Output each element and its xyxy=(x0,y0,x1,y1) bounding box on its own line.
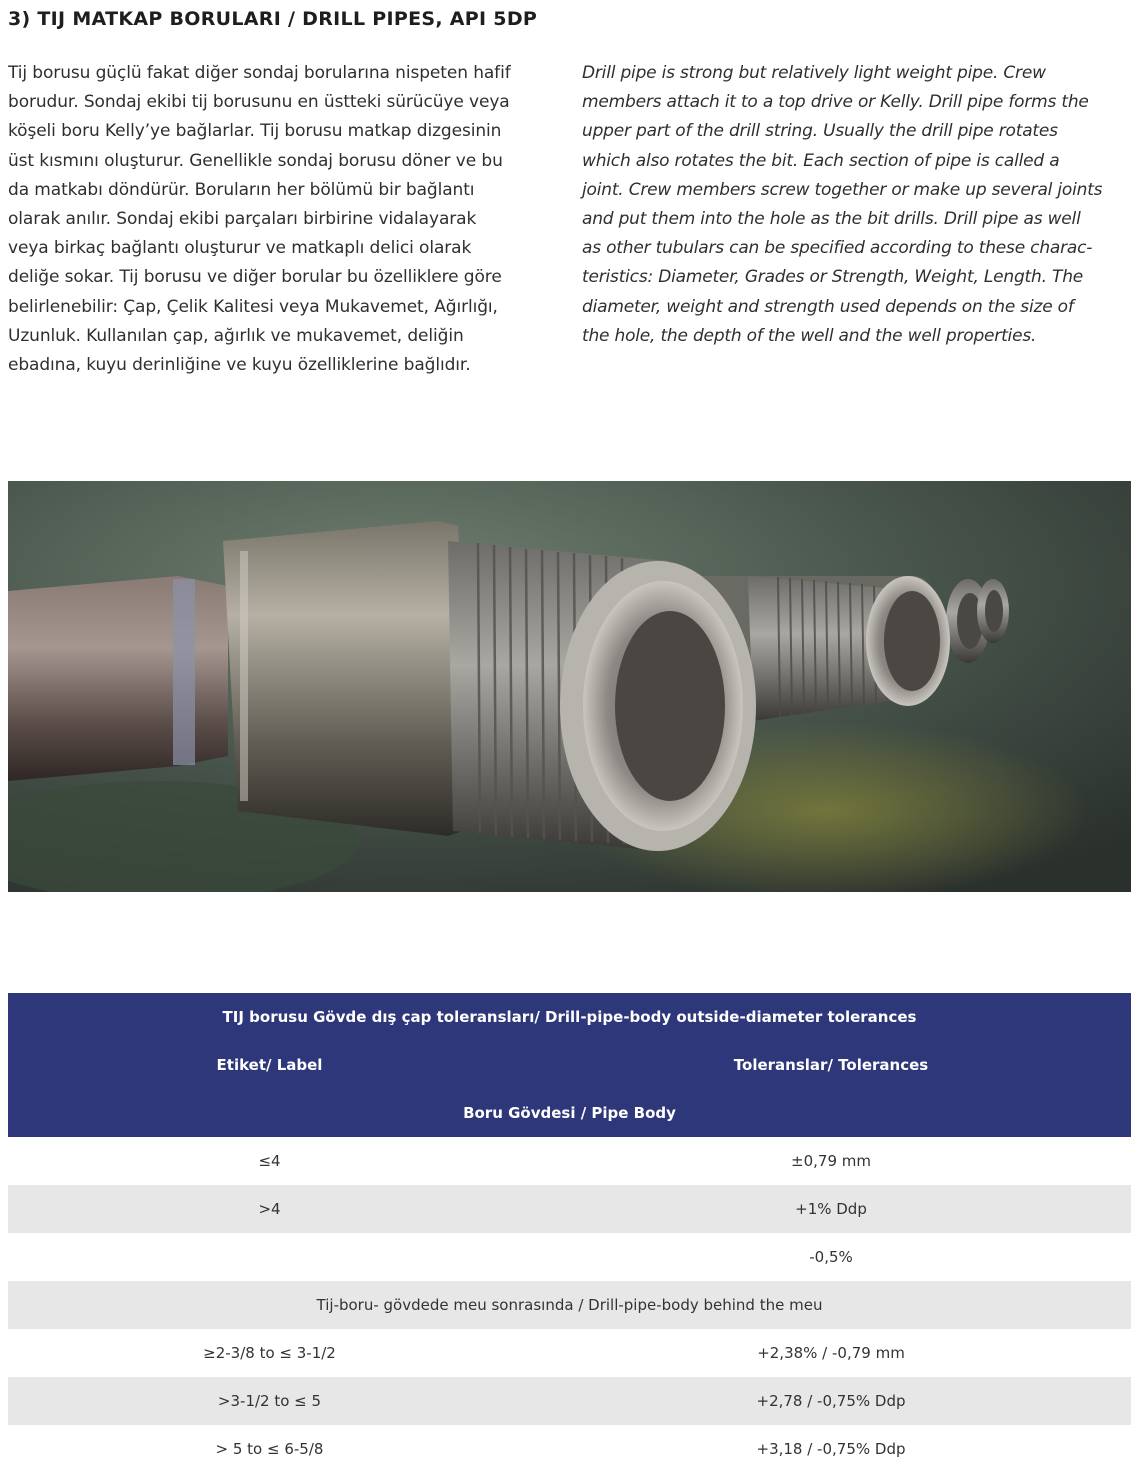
label-cell: >3-1/2 to ≤ 5 xyxy=(217,1392,322,1410)
tolerance-cell: +2,78 / -0,75% Ddp xyxy=(756,1392,906,1410)
drill-pipe-photo xyxy=(8,481,1131,892)
tolerance-cell: +1% Ddp xyxy=(795,1200,867,1218)
pipe-body-section-label: Boru Gövdesi / Pipe Body xyxy=(463,1104,676,1122)
page-title: 3) TIJ MATKAP BORULARI / DRILL PIPES, API 5DP xyxy=(8,8,538,30)
table-caption-row xyxy=(8,993,1131,1041)
tolerance-table xyxy=(8,993,1131,1473)
label-cell: ≤4 xyxy=(258,1152,281,1170)
label-cell: ≥2-3/8 to ≤ 3-1/2 xyxy=(203,1344,336,1362)
label-cell: > 5 to ≤ 6-5/8 xyxy=(215,1440,324,1458)
tolerance-cell: +2,38% / -0,79 mm xyxy=(757,1344,905,1362)
english-paragraph: Drill pipe is strong but relatively light weight pipe. Crew members attach it to a top drive or Kelly. Drill pipe forms the upper part of the drill string. Usually the drill pipe rotates which also rotates the bit. Each section of pipe is called a joint. Crew members screw together or make up several joints and put them into the hole as the bit drills. Drill pipe as well as other tubulars can be specified according to these charac- teristics: Diameter, Grades or Strength, Weight, Length. The diameter, weight and strength used depends on the size of the hole, the depth of the well and the well properties. xyxy=(582,63,1103,346)
table-row xyxy=(8,1425,1131,1473)
tolerance-cell: ±0,79 mm xyxy=(791,1152,871,1170)
table-caption: TIJ borusu Gövde dış çap toleransları/ Drill-pipe-body outside-diameter tolerances xyxy=(222,1008,917,1026)
turkish-description xyxy=(8,59,563,380)
tolerance-column-header: Toleranslar/ Tolerances xyxy=(733,1056,929,1074)
pipe-body-section-row xyxy=(8,1089,1131,1137)
table-row xyxy=(8,1185,1131,1233)
label-column-header: Etiket/ Label xyxy=(216,1056,323,1074)
turkish-paragraph: Tij borusu güçlü fakat diğer sondaj borularına nispeten hafif borudur. Sondaj ekibi tij borusunu en üstteki sürücüye veya köşeli boru Kelly’ye bağlarlar. Tij borusu matkap dizgesinin üst kısmını oluşturur. Genellikle sondaj borusu döner ve bu da matkabı döndürür. Boruların her bölümü bir bağlantı olarak anılır. Sondaj ekibi parçaları birbirine vidalayarak veya birkaç bağlantı oluşturur ve matkaplı delici olarak deliğe sokar. Tij borusu ve diğer borular bu özelliklere göre belirlenebilir: Çap, Çelik Kalitesi veya Mukavemet, Ağırlığı, Uzunluk. Kullanılan çap, ağırlık ve mukavemet, deliğin ebadına, kuyu derinliğine ve kuyu özelliklerine bağlıdır. xyxy=(8,63,511,376)
table-row xyxy=(8,1137,1131,1185)
tolerance-cell: -0,5% xyxy=(809,1248,853,1266)
label-cell: >4 xyxy=(258,1200,281,1218)
table-header-row xyxy=(8,1041,1131,1089)
table-row xyxy=(8,1233,1131,1281)
behind-meu-section-row xyxy=(8,1281,1131,1329)
tolerance-cell: +3,18 / -0,75% Ddp xyxy=(756,1440,906,1458)
drill-pipe-illustration xyxy=(8,481,1131,892)
behind-meu-section-label: Tij-boru- gövdede meu sonrasında / Drill-pipe-body behind the meu xyxy=(316,1296,823,1314)
table-row xyxy=(8,1377,1131,1425)
english-description xyxy=(582,59,1138,351)
table-row xyxy=(8,1329,1131,1377)
